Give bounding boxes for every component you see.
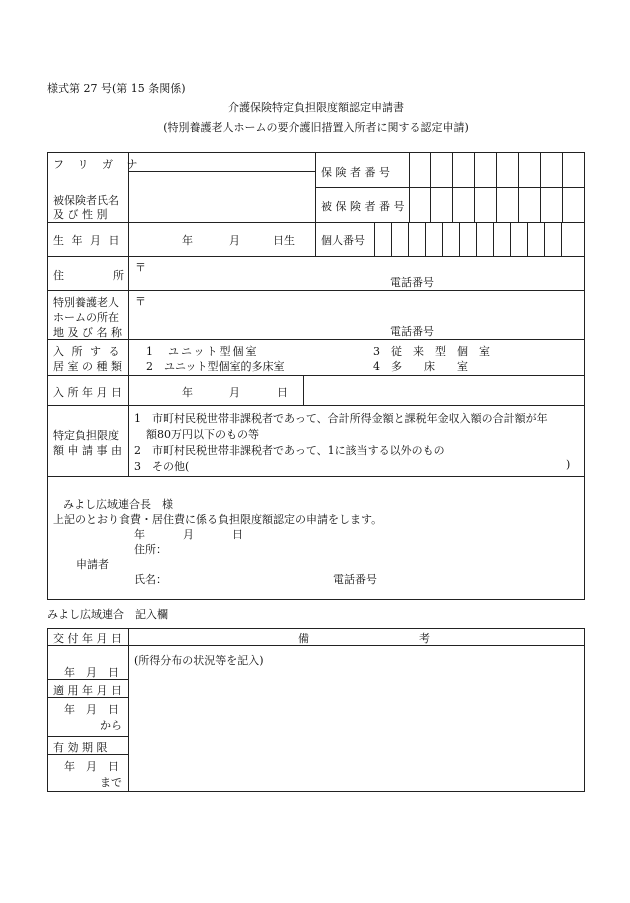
personal-number-field[interactable] — [375, 223, 584, 255]
address-field[interactable] — [150, 258, 580, 272]
valid-until: まで — [100, 776, 122, 789]
birth-year: 年 — [182, 234, 193, 247]
applicant-label: 申請者 — [76, 558, 109, 571]
remarks-field[interactable] — [130, 668, 582, 788]
valid-period-ymd: 年 月 日 — [64, 760, 119, 773]
declaration-phone-label: 電話番号 — [333, 573, 377, 586]
reason-label-2: 額 申 請 事 由 — [53, 444, 122, 457]
insurer-number-label: 保 険 者 番 号 — [321, 166, 390, 179]
issue-date-label: 交 付 年 月 日 — [53, 632, 122, 645]
name-label-2: 及 び 性 別 — [53, 208, 108, 221]
facility-field[interactable] — [150, 292, 580, 320]
insured-number-field[interactable] — [410, 188, 584, 221]
issue-date-ymd: 年 月 日 — [64, 666, 119, 679]
admission-date-label: 入 所 年 月 日 — [53, 386, 122, 399]
room-option-4[interactable]: 4 多 床 室 — [373, 360, 468, 373]
admission-year: 年 — [182, 386, 193, 399]
furigana-field[interactable] — [130, 154, 313, 170]
declaration-year: 年 — [134, 528, 145, 541]
declaration-address-label: 住所： — [134, 543, 167, 556]
room-type-label-2: 居 室 の 種 類 — [53, 360, 122, 373]
address-label-2: 所 — [113, 269, 124, 282]
facility-phone-label: 電話番号 — [390, 325, 434, 338]
address-label-1: 住 — [53, 269, 64, 282]
reason-option-3-close: ) — [566, 458, 571, 471]
insurer-number-field[interactable] — [410, 153, 584, 186]
room-option-3[interactable]: 3 従 来 型 個 室 — [373, 345, 490, 358]
postal-mark: 〒 — [135, 261, 146, 274]
room-type-label-1: 入 所 す る — [53, 345, 122, 358]
declaration-name-label: 氏名： — [134, 573, 167, 586]
insured-number-label: 被 保 険 者 番 号 — [321, 200, 405, 213]
declaration-day: 日 — [232, 528, 243, 541]
reason-option-3[interactable]: 3 その他( — [134, 460, 190, 473]
reason-option-2[interactable]: 2 市町村民税世帯非課税者であって、1に該当する以外のもの — [134, 444, 445, 457]
birth-month: 月 — [229, 234, 240, 247]
facility-postal-mark: 〒 — [135, 295, 146, 308]
form-subtitle: (特別養護老人ホームの要介護旧措置入所者に関する認定申請) — [163, 121, 469, 134]
birth-day: 日生 — [273, 234, 295, 247]
facility-label-3: 地 及 び 名 称 — [53, 326, 122, 339]
declaration-statement: 上記のとおり食費・居住費に係る負担限度額認定の申請をします。 — [53, 513, 383, 526]
room-option-2[interactable]: 2 ユニット型個室的多床室 — [146, 360, 285, 373]
form-number: 様式第 27 号(第 15 条関係) — [47, 82, 186, 95]
facility-label-2: ホームの所在 — [53, 311, 119, 324]
birth-date-label: 生 年 月 日 — [53, 234, 122, 247]
address-phone-label: 電話番号 — [390, 276, 434, 289]
admission-month: 月 — [229, 386, 240, 399]
apply-date-ymd: 年 月 日 — [64, 703, 119, 716]
addressee: みよし広域連合長 様 — [63, 498, 173, 511]
apply-from: から — [100, 719, 122, 732]
name-label-1: 被保険者氏名 — [53, 194, 119, 207]
name-field[interactable] — [130, 173, 313, 220]
facility-label-1: 特別養護老人 — [53, 296, 119, 309]
declaration-month: 月 — [183, 528, 194, 541]
apply-date-label: 適 用 年 月 日 — [53, 684, 122, 697]
admission-day: 日 — [277, 386, 288, 399]
remarks-note: (所得分布の状況等を記入) — [134, 654, 264, 667]
remarks-label: 備 考 — [298, 632, 430, 645]
reason-option-1b: 額80万円以下のもの等 — [146, 428, 259, 441]
form-title: 介護保険特定負担限度額認定申請書 — [228, 101, 404, 114]
reason-label-1: 特定負担限度 — [53, 429, 119, 442]
room-option-1[interactable]: 1 ユニット型個室 — [146, 345, 259, 358]
valid-period-label: 有 効 期 限 — [53, 741, 108, 754]
reason-option-1a[interactable]: 1 市町村民税世帯非課税者であって、合計所得金額と課税年金収入額の合計額が年 — [134, 412, 548, 425]
office-section-title: みよし広域連合 記入欄 — [47, 608, 168, 621]
personal-number-label: 個人番号 — [321, 234, 365, 247]
furigana-label: フ リ ガ ナ — [53, 158, 143, 171]
